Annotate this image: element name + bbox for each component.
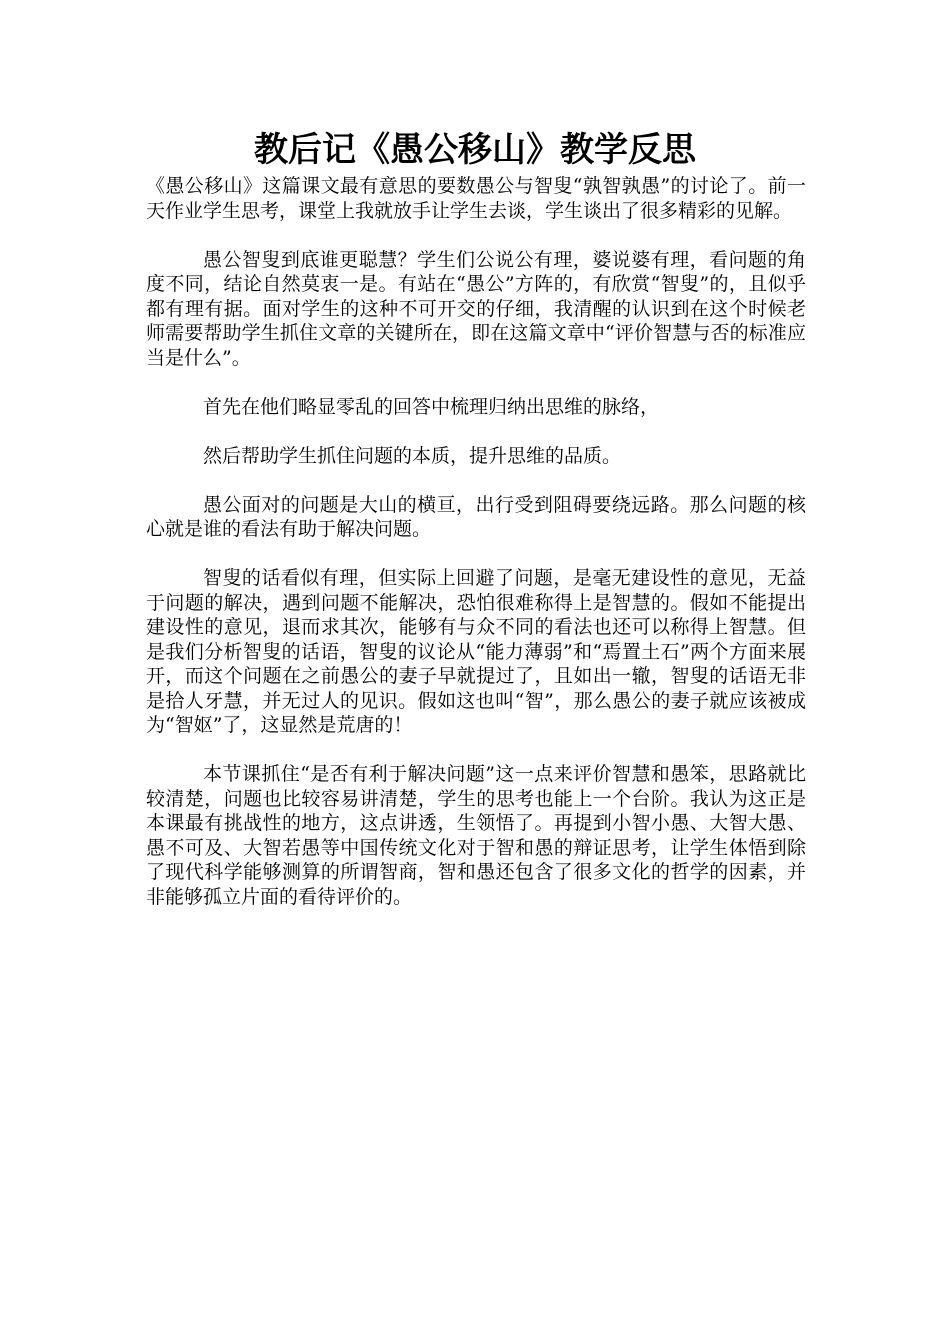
paragraph-core-problem: 愚公面对的问题是大山的横亘，出行受到阻碍要绕远路。那么问题的核心就是谁的看法有助于解决问题。 [146,493,806,540]
document-body [146,174,806,934]
paragraph-conclusion: 本节课抓住“是否有利于解决问题”这一点来评价智慧和愚笨，思路就比较清楚，问题也比较容易讲清楚，学生的思考也能上一个台阶。我认为这正是本课最有挑战性的地方，这点讲透，生领悟了。再提到小智小愚、大智大愚、愚不可及、大智若愚等中国传统文化对于智和愚的辩证思考，让学生体悟到除了现代科学能够测算的所谓智商，智和愚还包含了很多文化的哲学的因素，并非能够孤立片面的看待评价的。 [146,763,806,908]
paragraph-first-step: 首先在他们略显零乱的回答中梳理归纳出思维的脉络， [203,395,660,418]
paragraph-intro: 《愚公移山》这篇课文最有意思的要数愚公与智叟“孰智孰愚”的讨论了。前一天作业学生思考，课堂上我就放手让学生去谈，学生谈出了很多精彩的见解。 [146,175,806,222]
paragraph-zhisou-analysis: 智叟的话看似有理，但实际上回避了问题，是毫无建设性的意见，无益于问题的解决，遇到问题不能解决，恐怕很难称得上是智慧的。假如不能提出建设性的意见，退而求其次，能够有与众不同的看法也还可以称得上智慧。但是我们分析智叟的话语，智叟的议论从“能力薄弱”和“焉置土石”两个方面来展开，而这个问题在之前愚公的妻子早就提过了，且如出一辙，智叟的话语无非是拾人牙慧，并无过人的见识。假如这也叫“智”，那么愚公的妻子就应该被成为“智妪”了，这显然是荒唐的！ [146,567,806,736]
paragraph-second-step: 然后帮助学生抓住问题的本质，提升思维的品质。 [203,444,622,467]
document-title: 教后记《愚公移山》教学反思 [254,130,696,170]
paragraph-who-is-wiser: 愚公智叟到底谁更聪慧？学生们公说公有理，婆说婆有理，看问题的角度不同，结论自然莫衷一是。有站在“愚公”方阵的，有欣赏“智叟”的，且似乎都有理有据。面对学生的这种不可开交的仔细，我清醒的认识到在这个时候老师需要帮助学生抓住文章的关键所在，即在这篇文章中“评价智慧与否的标准应当是什么”。 [146,248,806,369]
